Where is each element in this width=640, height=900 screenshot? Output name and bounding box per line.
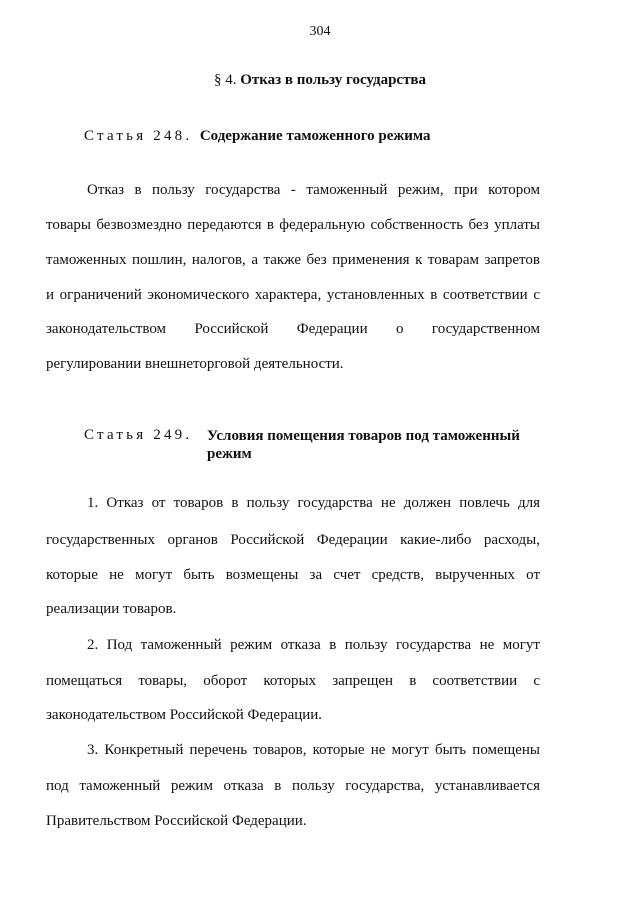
article-248-line: таможенных пошлин, налогов, а также без применения к товарам запретов	[46, 252, 540, 268]
page-number: 304	[309, 24, 331, 39]
article-248-title: Содержание таможенного режима	[199, 128, 431, 144]
article-249-p2-line: 2. Под таможенный режим отказа в пользу государства не могут	[87, 637, 540, 653]
article-249-p3-line: под таможенный режим отказа в пользу государства, устанавливается	[46, 778, 540, 794]
section-prefix: § 4.	[213, 72, 237, 88]
article-248-line: законодательством Российской Федерации о государственном	[46, 321, 540, 337]
article-249-p1-line: 1. Отказ от товаров в пользу государства не должен повлечь для	[87, 495, 540, 511]
article-249-p3-line: 3. Конкретный перечень товаров, которые не могут быть помещены	[87, 742, 540, 758]
article-249-p2-line: помещаться товары, оборот которых запрещен в соответствии с	[46, 673, 540, 689]
article-249-p3-line: Правительством Российской Федерации.	[46, 813, 307, 829]
article-248-line: товары безвозмездно передаются в федеральную собственность без уплаты	[46, 217, 540, 233]
article-249-p1-line: государственных органов Российской Федерации какие-либо расходы,	[46, 532, 540, 548]
article-249-title: Условия помещения товаров под таможенный режим	[207, 428, 520, 462]
section-heading	[0, 72, 640, 89]
article-248-line: и ограничений экономического характера, установленных в соответствии с	[46, 287, 540, 303]
article-249-p1-line: реализации товаров.	[46, 601, 177, 617]
article-249-p1-line: которые не могут быть возмещены за счет средств, вырученных от	[46, 567, 540, 583]
section-title: Отказ в пользу государства	[240, 72, 427, 88]
article-249-p2-line: законодательством Российской Федерации.	[46, 707, 323, 723]
article-248-heading	[84, 128, 431, 145]
article-248-line: регулировании внешнеторговой деятельности.	[46, 356, 344, 372]
article-248-label: Статья 248.	[84, 128, 193, 144]
article-248-line: Отказ в пользу государства - таможенный режим, при котором	[87, 182, 540, 198]
article-249-label: Статья 249.	[84, 427, 193, 443]
